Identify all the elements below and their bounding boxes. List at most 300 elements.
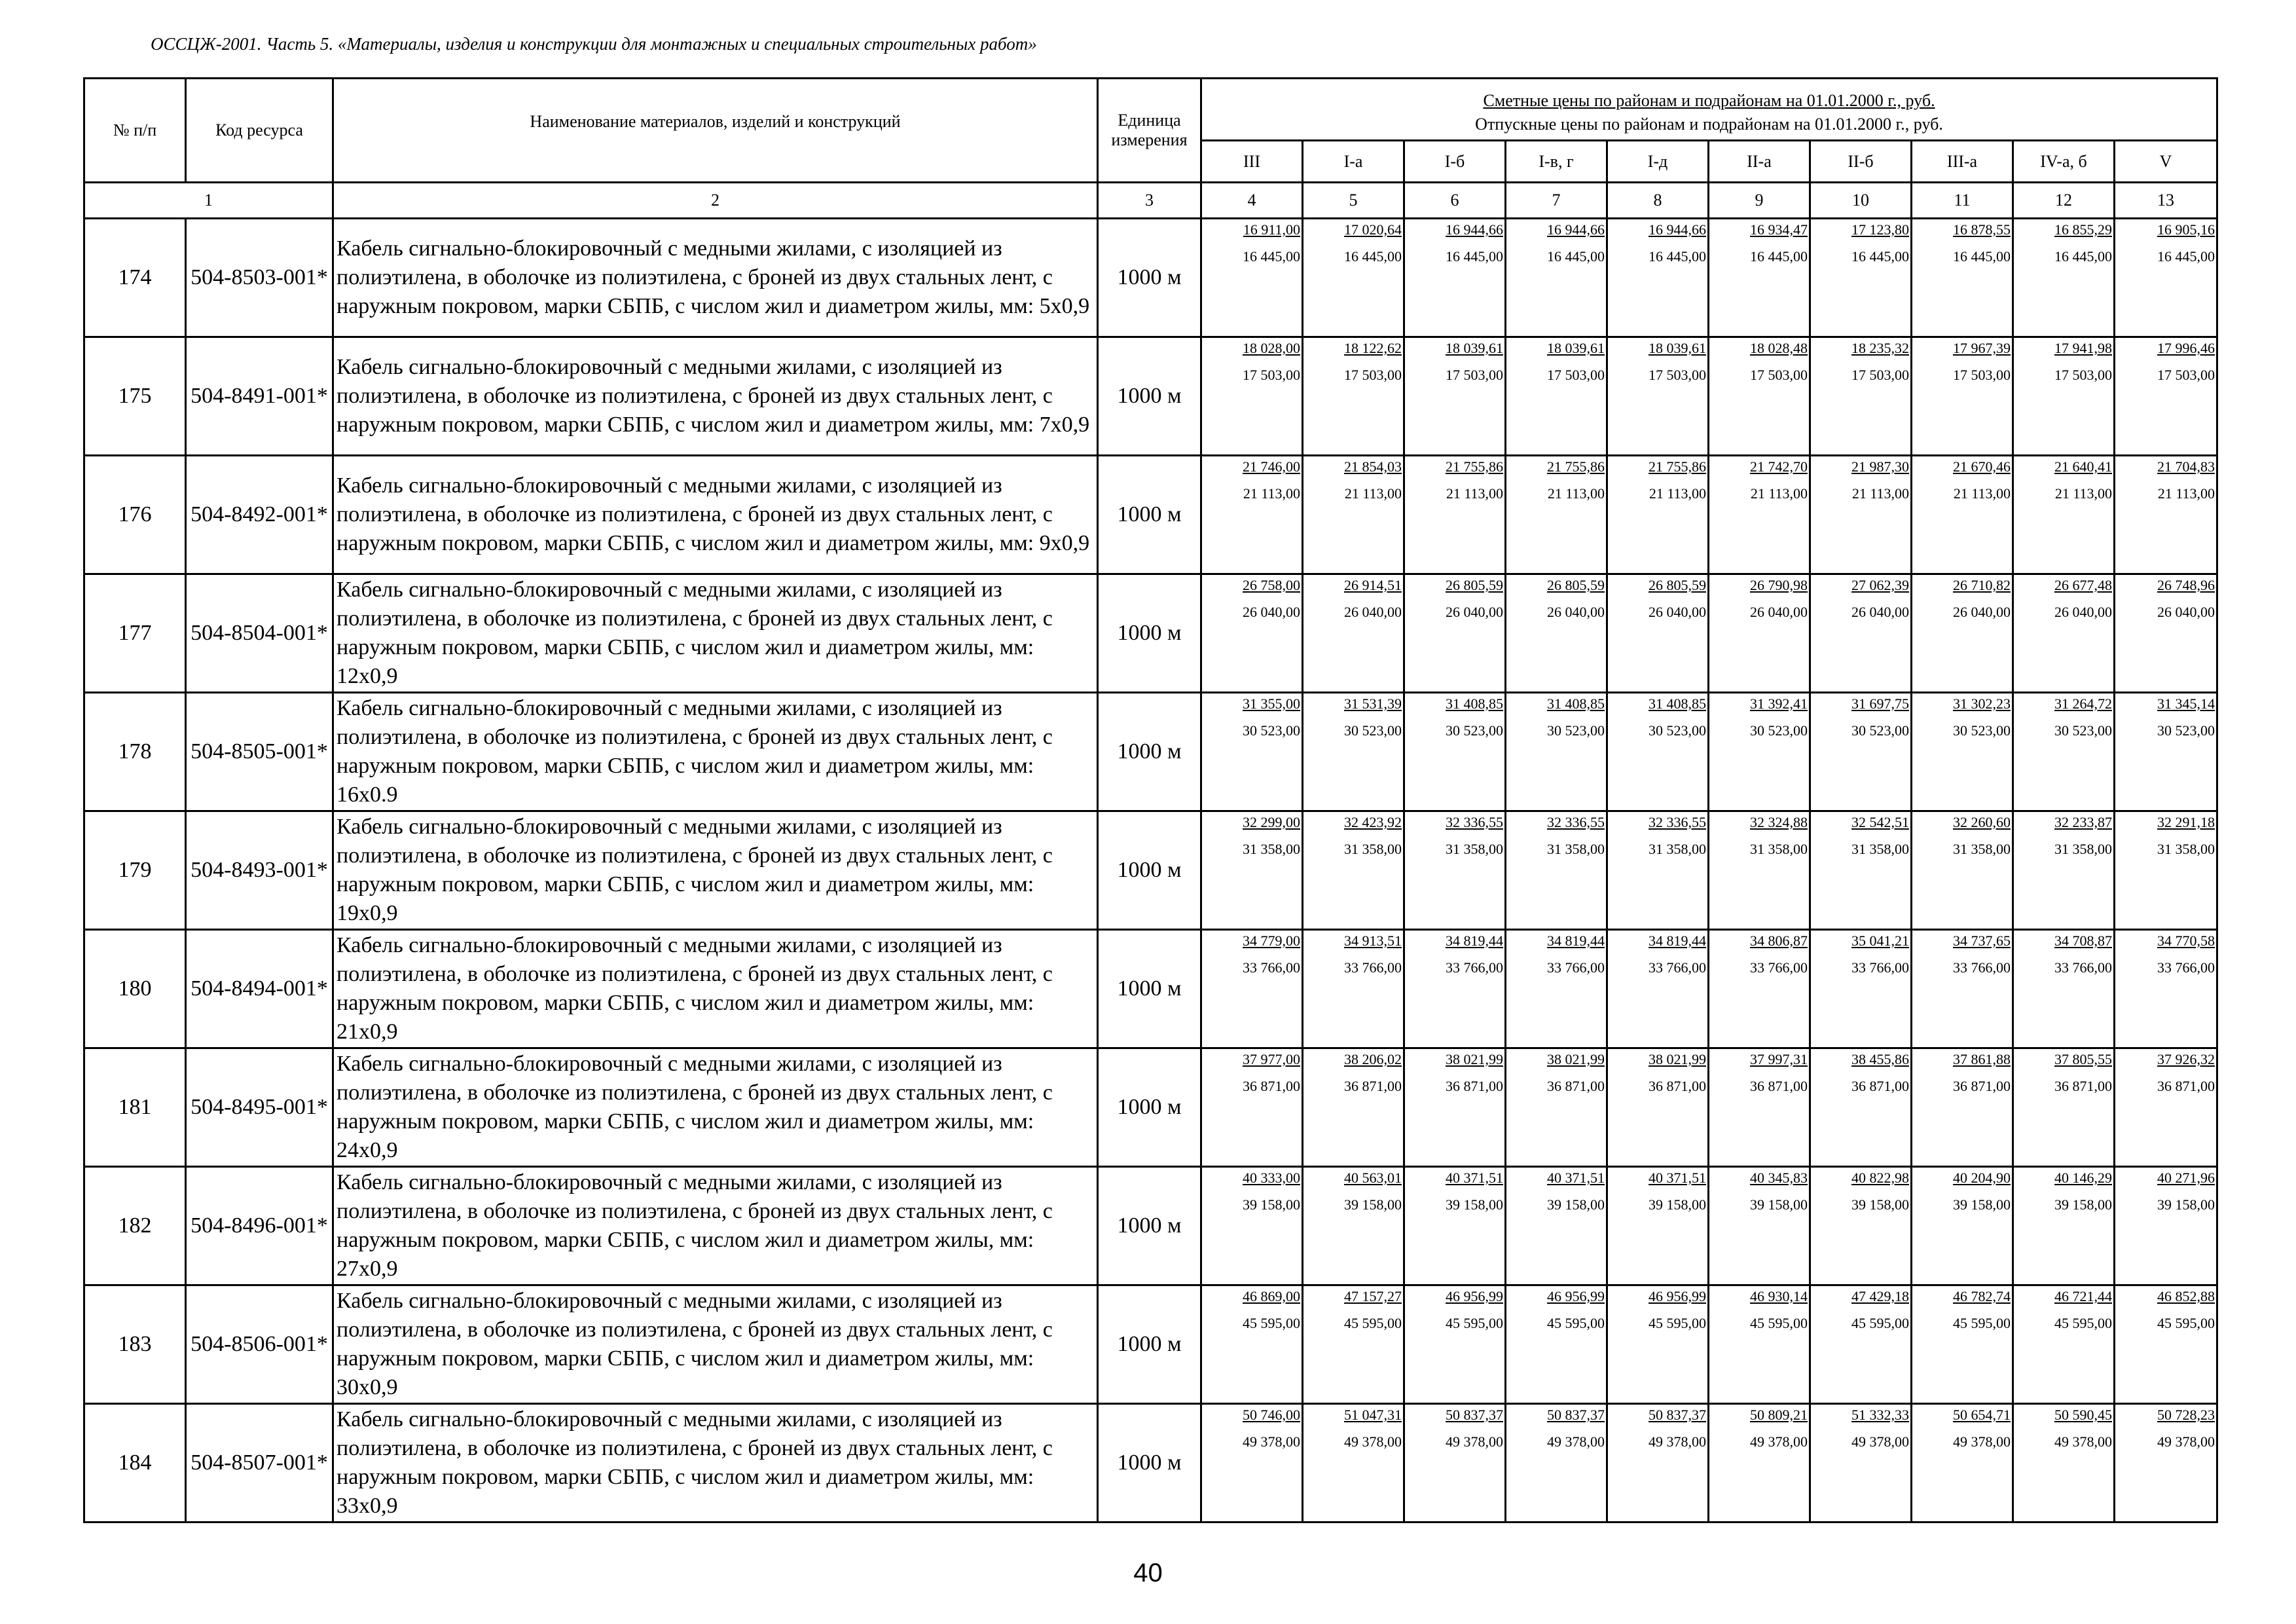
price-cell — [1912, 1167, 2013, 1285]
unit-of-measure: 1000 м — [1098, 693, 1201, 811]
estimate-price: 50 654,71 — [1953, 1407, 2011, 1423]
wholesale-price: 21 113,00 — [1547, 485, 1605, 502]
wholesale-price: 17 503,00 — [1344, 367, 1402, 383]
wholesale-price: 31 358,00 — [1649, 841, 1706, 857]
estimate-price: 46 930,14 — [1750, 1288, 1808, 1304]
estimate-price: 40 204,90 — [1953, 1170, 2011, 1186]
wholesale-price: 17 503,00 — [1953, 367, 2011, 383]
price-cell — [1912, 693, 2013, 811]
unit-of-measure: 1000 м — [1098, 337, 1201, 456]
wholesale-price: 33 766,00 — [2157, 959, 2215, 976]
estimate-price: 26 805,59 — [1547, 577, 1605, 593]
column-number: 13 — [2115, 183, 2217, 219]
price-cell — [1912, 811, 2013, 930]
wholesale-price: 49 378,00 — [1649, 1433, 1706, 1450]
price-cell — [1810, 456, 1912, 574]
price-cell — [1201, 811, 1303, 930]
estimate-price: 17 941,98 — [2054, 340, 2112, 356]
wholesale-price: 36 871,00 — [1851, 1078, 1909, 1094]
estimate-price: 21 640,41 — [2054, 458, 2112, 475]
row-number: 176 — [84, 456, 186, 574]
estimate-price: 18 028,00 — [1243, 340, 1300, 356]
region-header: II-б — [1810, 141, 1912, 183]
wholesale-price: 33 766,00 — [1649, 959, 1706, 976]
estimate-price: 40 271,96 — [2157, 1170, 2215, 1186]
price-cell — [1506, 1404, 1607, 1522]
row-number: 182 — [84, 1167, 186, 1285]
row-number: 180 — [84, 930, 186, 1048]
price-cell — [1404, 811, 1506, 930]
material-name: Кабель сигнально-блокировочный с медными жилами, с изоляцией из полиэтилена, в оболочке из полиэтилена, с броней из двух стальных лент, с наружным покровом, марки СБПБ, с числом жил и диаметром жилы, мм: 9х0,9 — [333, 456, 1098, 574]
table-row — [84, 1404, 2217, 1522]
unit-of-measure: 1000 м — [1098, 1167, 1201, 1285]
wholesale-price: 49 378,00 — [2054, 1433, 2112, 1450]
estimate-price: 16 944,66 — [1446, 221, 1503, 238]
wholesale-price: 16 445,00 — [1344, 248, 1402, 265]
region-header: I-в, г — [1506, 141, 1607, 183]
estimate-price: 40 371,51 — [1446, 1170, 1503, 1186]
wholesale-price: 21 113,00 — [1446, 485, 1503, 502]
price-cell — [2013, 337, 2115, 456]
wholesale-price: 49 378,00 — [1243, 1433, 1300, 1450]
price-cell — [1607, 693, 1709, 811]
estimate-price: 40 333,00 — [1243, 1170, 1300, 1186]
estimate-price: 32 336,55 — [1649, 814, 1706, 830]
price-cell — [1709, 219, 1810, 337]
column-number: 3 — [1098, 183, 1201, 219]
wholesale-price: 33 766,00 — [1446, 959, 1503, 976]
price-cell — [1607, 1285, 1709, 1404]
wholesale-price: 31 358,00 — [1750, 841, 1808, 857]
estimate-price: 51 047,31 — [1344, 1407, 1402, 1423]
price-cell — [2115, 811, 2217, 930]
price-cell — [2115, 1285, 2217, 1404]
wholesale-price: 21 113,00 — [2157, 485, 2215, 502]
price-cell — [1506, 1048, 1607, 1167]
wholesale-price: 39 158,00 — [1750, 1196, 1808, 1213]
price-cell — [2013, 1404, 2115, 1522]
wholesale-price: 21 113,00 — [2054, 485, 2112, 502]
column-number: 5 — [1303, 183, 1404, 219]
price-cell — [1303, 1404, 1404, 1522]
price-cell — [1506, 693, 1607, 811]
column-number: 4 — [1201, 183, 1303, 219]
price-cell — [1912, 1048, 2013, 1167]
price-cell — [1810, 1167, 1912, 1285]
header-prices — [1201, 79, 2217, 141]
price-cell — [1201, 1285, 1303, 1404]
wholesale-price: 26 040,00 — [1649, 604, 1706, 620]
wholesale-price: 45 595,00 — [1649, 1315, 1706, 1331]
price-cell — [1912, 574, 2013, 693]
wholesale-price: 36 871,00 — [1243, 1078, 1300, 1094]
estimate-price: 21 987,30 — [1851, 458, 1909, 475]
wholesale-price: 31 358,00 — [1446, 841, 1503, 857]
material-name: Кабель сигнально-блокировочный с медными жилами, с изоляцией из полиэтилена, в оболочке из полиэтилена, с броней из двух стальных лент, с наружным покровом, марки СБПБ, с числом жил и диаметром жилы, мм: 21х0,9 — [333, 930, 1098, 1048]
resource-code: 504-8507-001* — [186, 1404, 333, 1522]
price-cell — [1607, 456, 1709, 574]
wholesale-price: 31 358,00 — [2054, 841, 2112, 857]
estimate-price: 18 028,48 — [1750, 340, 1808, 356]
estimate-price: 16 878,55 — [1953, 221, 2011, 238]
price-cell — [1303, 456, 1404, 574]
price-cell — [1303, 811, 1404, 930]
wholesale-price: 36 871,00 — [1446, 1078, 1503, 1094]
price-cell — [1303, 1048, 1404, 1167]
estimate-price: 26 790,98 — [1750, 577, 1808, 593]
wholesale-price: 16 445,00 — [1547, 248, 1605, 265]
estimate-price: 26 914,51 — [1344, 577, 1402, 593]
wholesale-price: 39 158,00 — [1953, 1196, 2011, 1213]
estimate-price: 34 770,58 — [2157, 932, 2215, 949]
estimate-price: 47 157,27 — [1344, 1288, 1402, 1304]
region-header: I-д — [1607, 141, 1709, 183]
wholesale-price: 26 040,00 — [1344, 604, 1402, 620]
estimate-price: 21 746,00 — [1243, 458, 1300, 475]
price-cell — [1912, 1285, 2013, 1404]
price-cell — [1607, 811, 1709, 930]
price-cell — [1810, 1285, 1912, 1404]
table-row — [84, 930, 2217, 1048]
estimate-price: 50 590,45 — [2054, 1407, 2112, 1423]
wholesale-price: 49 378,00 — [2157, 1433, 2215, 1450]
price-cell — [1810, 930, 1912, 1048]
resource-code: 504-8495-001* — [186, 1048, 333, 1167]
wholesale-price: 45 595,00 — [1953, 1315, 2011, 1331]
column-number: 9 — [1709, 183, 1810, 219]
table-row — [84, 456, 2217, 574]
wholesale-price: 49 378,00 — [1750, 1433, 1808, 1450]
estimate-price: 18 039,61 — [1547, 340, 1605, 356]
resource-code: 504-8505-001* — [186, 693, 333, 811]
price-cell — [1506, 1167, 1607, 1285]
estimate-price: 31 697,75 — [1851, 695, 1909, 712]
estimate-price: 50 837,37 — [1446, 1407, 1503, 1423]
wholesale-price: 30 523,00 — [1243, 722, 1300, 739]
estimate-price: 47 429,18 — [1851, 1288, 1909, 1304]
column-number: 2 — [333, 183, 1098, 219]
resource-code: 504-8503-001* — [186, 219, 333, 337]
wholesale-price: 31 358,00 — [1344, 841, 1402, 857]
resource-code: 504-8506-001* — [186, 1285, 333, 1404]
wholesale-price: 17 503,00 — [1750, 367, 1808, 383]
estimate-price: 37 997,31 — [1750, 1051, 1808, 1067]
price-cell — [1404, 693, 1506, 811]
price-cell — [1201, 1404, 1303, 1522]
price-cell — [2115, 930, 2217, 1048]
price-cell — [1201, 574, 1303, 693]
wholesale-price: 26 040,00 — [1953, 604, 2011, 620]
price-cell — [1201, 930, 1303, 1048]
material-name: Кабель сигнально-блокировочный с медными жилами, с изоляцией из полиэтилена, в оболочке из полиэтилена, с броней из двух стальных лент, с наружным покровом, марки СБПБ, с числом жил и диаметром жилы, мм: 7х0,9 — [333, 337, 1098, 456]
wholesale-price: 21 113,00 — [1851, 485, 1909, 502]
price-cell — [1201, 1048, 1303, 1167]
estimate-price: 46 956,99 — [1649, 1288, 1706, 1304]
estimate-price: 37 805,55 — [2054, 1051, 2112, 1067]
estimate-price: 40 345,83 — [1750, 1170, 1808, 1186]
table-row — [84, 219, 2217, 337]
price-cell — [1810, 1048, 1912, 1167]
estimate-price: 31 408,85 — [1446, 695, 1503, 712]
wholesale-price: 49 378,00 — [1547, 1433, 1605, 1450]
price-cell — [2115, 456, 2217, 574]
wholesale-price: 33 766,00 — [1344, 959, 1402, 976]
column-number: 7 — [1506, 183, 1607, 219]
region-header: III-а — [1912, 141, 2013, 183]
estimate-price: 34 819,44 — [1547, 932, 1605, 949]
price-cell — [1607, 1048, 1709, 1167]
wholesale-price: 26 040,00 — [2054, 604, 2112, 620]
wholesale-price: 16 445,00 — [1750, 248, 1808, 265]
wholesale-price: 21 113,00 — [1649, 485, 1706, 502]
resource-code: 504-8504-001* — [186, 574, 333, 693]
wholesale-price: 16 445,00 — [2157, 248, 2215, 265]
estimate-price: 51 332,33 — [1851, 1407, 1909, 1423]
estimate-price: 46 721,44 — [2054, 1288, 2112, 1304]
price-cell — [2013, 811, 2115, 930]
price-cell — [1607, 930, 1709, 1048]
estimate-price: 17 123,80 — [1851, 221, 1909, 238]
estimate-price: 35 041,21 — [1851, 932, 1909, 949]
table-row — [84, 1285, 2217, 1404]
wholesale-price: 45 595,00 — [1243, 1315, 1300, 1331]
estimate-price: 16 944,66 — [1547, 221, 1605, 238]
price-cell — [1404, 1404, 1506, 1522]
wholesale-price: 36 871,00 — [1649, 1078, 1706, 1094]
price-cell — [2115, 1167, 2217, 1285]
estimate-price: 17 967,39 — [1953, 340, 2011, 356]
price-cell — [2013, 930, 2115, 1048]
wholesale-price: 30 523,00 — [1649, 722, 1706, 739]
wholesale-price: 16 445,00 — [1243, 248, 1300, 265]
estimate-price: 21 755,86 — [1446, 458, 1503, 475]
estimate-price: 26 805,59 — [1446, 577, 1503, 593]
wholesale-price: 45 595,00 — [2054, 1315, 2112, 1331]
price-cell — [1303, 337, 1404, 456]
column-number: 6 — [1404, 183, 1506, 219]
price-cell — [1810, 337, 1912, 456]
table-row — [84, 337, 2217, 456]
column-number: 10 — [1810, 183, 1912, 219]
region-header: I-б — [1404, 141, 1506, 183]
price-cell — [1201, 337, 1303, 456]
resource-code: 504-8494-001* — [186, 930, 333, 1048]
wholesale-price: 30 523,00 — [1344, 722, 1402, 739]
wholesale-price: 39 158,00 — [1649, 1196, 1706, 1213]
price-cell — [1709, 1048, 1810, 1167]
estimate-price: 17 996,46 — [2157, 340, 2215, 356]
estimate-price: 21 670,46 — [1953, 458, 2011, 475]
estimate-price: 46 956,99 — [1547, 1288, 1605, 1304]
estimate-price: 38 455,86 — [1851, 1051, 1909, 1067]
price-cell — [1201, 456, 1303, 574]
wholesale-price: 36 871,00 — [1750, 1078, 1808, 1094]
price-cell — [1810, 693, 1912, 811]
estimate-price: 31 264,72 — [2054, 695, 2112, 712]
price-cell — [1709, 574, 1810, 693]
price-cell — [1607, 1404, 1709, 1522]
material-name: Кабель сигнально-блокировочный с медными жилами, с изоляцией из полиэтилена, в оболочке из полиэтилена, с броней из двух стальных лент, с наружным покровом, марки СБПБ, с числом жил и диаметром жилы, мм: 30х0,9 — [333, 1285, 1098, 1404]
price-cell — [1709, 337, 1810, 456]
price-cell — [1506, 219, 1607, 337]
material-name: Кабель сигнально-блокировочный с медными жилами, с изоляцией из полиэтилена, в оболочке из полиэтилена, с броней из двух стальных лент, с наружным покровом, марки СБПБ, с числом жил и диаметром жилы, мм: 33х0,9 — [333, 1404, 1098, 1522]
estimate-price: 38 206,02 — [1344, 1051, 1402, 1067]
document-header: ОССЦЖ-2001. Часть 5. «Материалы, изделия и конструкции для монтажных и специальных строительных работ» — [151, 34, 1037, 54]
estimate-price: 16 944,66 — [1649, 221, 1706, 238]
region-header: IV-а, б — [2013, 141, 2115, 183]
estimate-price: 26 677,48 — [2054, 577, 2112, 593]
price-cell — [1303, 219, 1404, 337]
wholesale-price: 30 523,00 — [1851, 722, 1909, 739]
wholesale-price: 49 378,00 — [1344, 1433, 1402, 1450]
price-cell — [1201, 1167, 1303, 1285]
price-cell — [2013, 456, 2115, 574]
price-cell — [2115, 337, 2217, 456]
header-unit: Единица измерения — [1098, 79, 1201, 183]
wholesale-price: 45 595,00 — [1344, 1315, 1402, 1331]
material-name: Кабель сигнально-блокировочный с медными жилами, с изоляцией из полиэтилена, в оболочке из полиэтилена, с броней из двух стальных лент, с наружным покровом, марки СБПБ, с числом жил и диаметром жилы, мм: 19х0,9 — [333, 811, 1098, 930]
region-header: I-а — [1303, 141, 1404, 183]
price-cell — [1709, 1167, 1810, 1285]
wholesale-price: 26 040,00 — [1547, 604, 1605, 620]
resource-code: 504-8491-001* — [186, 337, 333, 456]
material-name: Кабель сигнально-блокировочный с медными жилами, с изоляцией из полиэтилена, в оболочке из полиэтилена, с броней из двух стальных лент, с наружным покровом, марки СБПБ, с числом жил и диаметром жилы, мм: 12х0,9 — [333, 574, 1098, 693]
price-cell — [1506, 930, 1607, 1048]
estimate-price: 21 755,86 — [1547, 458, 1605, 475]
wholesale-price: 45 595,00 — [1851, 1315, 1909, 1331]
price-cell — [1912, 219, 2013, 337]
estimate-price: 46 956,99 — [1446, 1288, 1503, 1304]
price-cell — [1303, 693, 1404, 811]
wholesale-price: 45 595,00 — [1750, 1315, 1808, 1331]
estimate-price: 31 408,85 — [1649, 695, 1706, 712]
estimate-price: 40 822,98 — [1851, 1170, 1909, 1186]
price-cell — [1404, 219, 1506, 337]
wholesale-price: 21 113,00 — [1953, 485, 2011, 502]
row-number: 175 — [84, 337, 186, 456]
estimate-price: 26 758,00 — [1243, 577, 1300, 593]
wholesale-price: 16 445,00 — [2054, 248, 2112, 265]
row-number: 174 — [84, 219, 186, 337]
wholesale-price: 39 158,00 — [2054, 1196, 2112, 1213]
estimate-price: 27 062,39 — [1851, 577, 1909, 593]
estimate-price: 16 911,00 — [1243, 221, 1300, 238]
wholesale-price: 31 358,00 — [1547, 841, 1605, 857]
column-number: 8 — [1607, 183, 1709, 219]
wholesale-price: 31 358,00 — [1851, 841, 1909, 857]
estimate-price: 16 934,47 — [1750, 221, 1808, 238]
estimate-price: 46 869,00 — [1243, 1288, 1300, 1304]
price-cell — [1912, 337, 2013, 456]
price-cell — [1709, 456, 1810, 574]
wholesale-price: 26 040,00 — [1446, 604, 1503, 620]
estimate-price: 32 423,92 — [1344, 814, 1402, 830]
estimate-price: 32 336,55 — [1446, 814, 1503, 830]
estimate-price: 32 324,88 — [1750, 814, 1808, 830]
unit-of-measure: 1000 м — [1098, 1048, 1201, 1167]
estimate-price: 21 742,70 — [1750, 458, 1808, 475]
header-num: № п/п — [84, 79, 186, 183]
estimate-price: 26 748,96 — [2157, 577, 2215, 593]
estimate-price: 32 542,51 — [1851, 814, 1909, 830]
page-number: 40 — [1133, 1559, 1163, 1587]
wholesale-price: 17 503,00 — [1243, 367, 1300, 383]
estimate-price: 31 531,39 — [1344, 695, 1402, 712]
estimate-price: 37 977,00 — [1243, 1051, 1300, 1067]
wholesale-price: 17 503,00 — [1446, 367, 1503, 383]
price-cell — [1810, 219, 1912, 337]
wholesale-price: 33 766,00 — [1953, 959, 2011, 976]
price-cell — [2013, 693, 2115, 811]
wholesale-price: 30 523,00 — [1750, 722, 1808, 739]
region-header: III — [1201, 141, 1303, 183]
estimate-price: 21 854,03 — [1344, 458, 1402, 475]
estimate-price: 32 260,60 — [1953, 814, 2011, 830]
wholesale-price: 30 523,00 — [2157, 722, 2215, 739]
estimate-price: 18 039,61 — [1649, 340, 1706, 356]
estimate-price: 38 021,99 — [1446, 1051, 1503, 1067]
price-cell — [1404, 337, 1506, 456]
wholesale-price: 36 871,00 — [1344, 1078, 1402, 1094]
wholesale-price: 39 158,00 — [1446, 1196, 1503, 1213]
estimate-price: 31 355,00 — [1243, 695, 1300, 712]
price-cell — [1709, 1285, 1810, 1404]
estimate-price: 46 782,74 — [1953, 1288, 2011, 1304]
region-header: II-а — [1709, 141, 1810, 183]
estimate-price: 38 021,99 — [1547, 1051, 1605, 1067]
wholesale-price: 16 445,00 — [1953, 248, 2011, 265]
price-cell — [1810, 811, 1912, 930]
unit-of-measure: 1000 м — [1098, 1404, 1201, 1522]
estimate-price: 50 728,23 — [2157, 1407, 2215, 1423]
price-cell — [1912, 930, 2013, 1048]
price-cell — [2115, 1048, 2217, 1167]
price-cell — [1506, 811, 1607, 930]
price-cell — [1303, 1285, 1404, 1404]
wholesale-price: 45 595,00 — [1446, 1315, 1503, 1331]
price-cell — [1506, 337, 1607, 456]
column-number: 1 — [84, 183, 333, 219]
estimate-price: 31 345,14 — [2157, 695, 2215, 712]
wholesale-price: 49 378,00 — [1851, 1433, 1909, 1450]
price-cell — [1709, 693, 1810, 811]
price-cell — [1506, 456, 1607, 574]
wholesale-price: 26 040,00 — [1750, 604, 1808, 620]
unit-of-measure: 1000 м — [1098, 219, 1201, 337]
estimate-price: 34 819,44 — [1649, 932, 1706, 949]
wholesale-price: 33 766,00 — [2054, 959, 2112, 976]
wholesale-price: 16 445,00 — [1446, 248, 1503, 265]
estimate-price: 34 819,44 — [1446, 932, 1503, 949]
wholesale-price: 33 766,00 — [1750, 959, 1808, 976]
unit-of-measure: 1000 м — [1098, 1285, 1201, 1404]
price-cell — [1810, 1404, 1912, 1522]
wholesale-price: 45 595,00 — [2157, 1315, 2215, 1331]
wholesale-price: 30 523,00 — [1547, 722, 1605, 739]
price-cell — [1912, 1404, 2013, 1522]
estimate-price: 21 755,86 — [1649, 458, 1706, 475]
estimate-price: 34 806,87 — [1750, 932, 1808, 949]
wholesale-price: 21 113,00 — [1750, 485, 1808, 502]
price-cell — [1709, 1404, 1810, 1522]
estimate-price: 26 805,59 — [1649, 577, 1706, 593]
wholesale-price: 31 358,00 — [2157, 841, 2215, 857]
wholesale-price: 39 158,00 — [2157, 1196, 2215, 1213]
price-cell — [1201, 219, 1303, 337]
price-cell — [1607, 1167, 1709, 1285]
price-cell — [2115, 219, 2217, 337]
estimate-price: 50 837,37 — [1547, 1407, 1605, 1423]
